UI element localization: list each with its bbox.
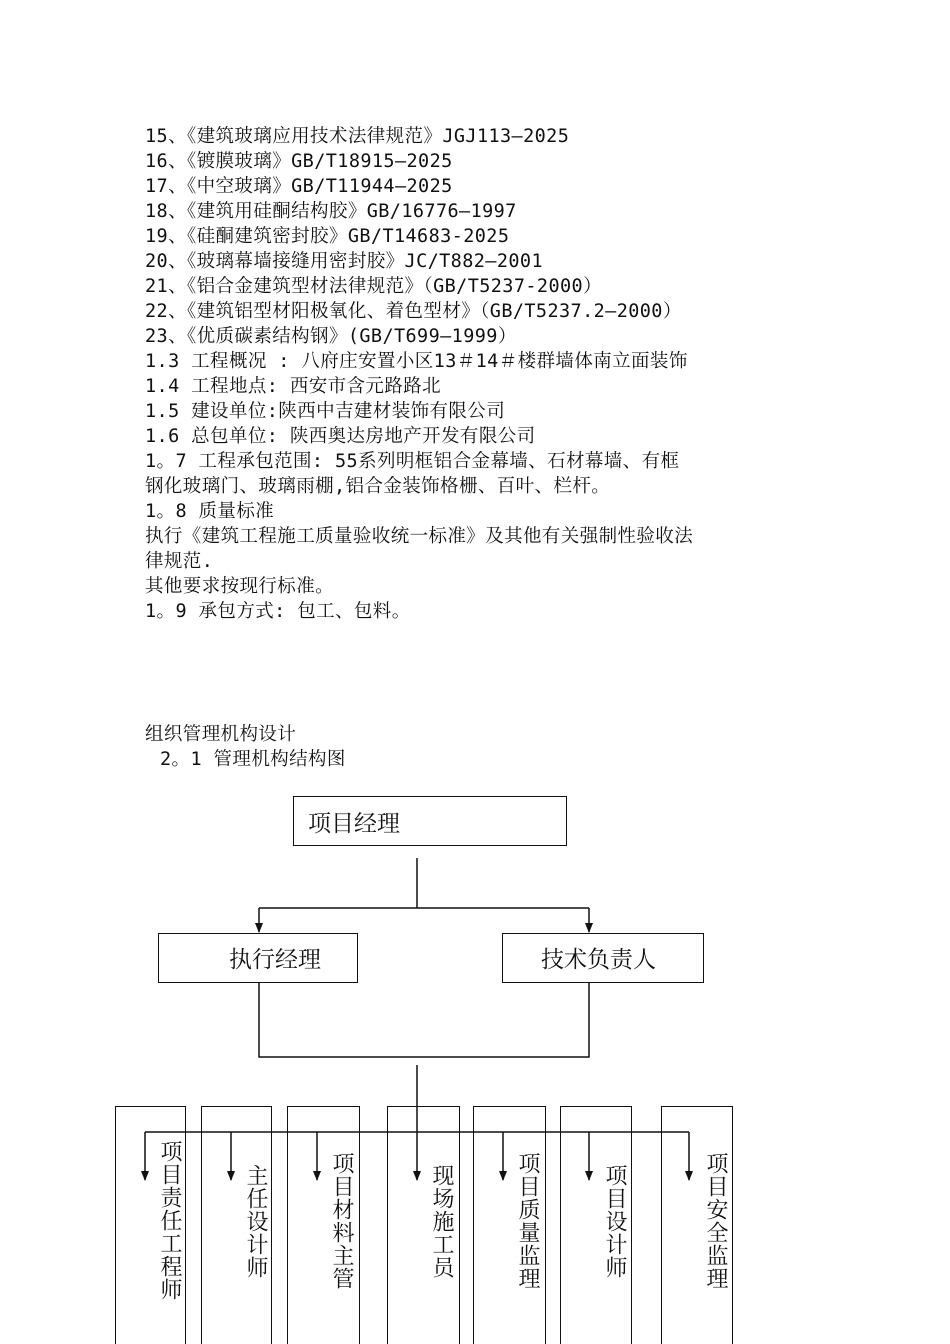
general-contractor: 1.6 总包单位: 陕西奥达房地产开发有限公司 xyxy=(145,426,536,447)
line-16: 16、《镀膜玻璃》GB/T18915—2025 xyxy=(145,151,453,172)
quality-standard-text-cont: 律规范. xyxy=(145,551,214,572)
line-18: 18、《建筑用硅酮结构胶》GB/16776—1997 xyxy=(145,201,517,222)
org-label-executive-manager: 执行经理 xyxy=(229,947,321,973)
quality-standard-heading: 1。8 质量标准 xyxy=(145,501,275,522)
staff-label-chief-designer: 主任设计师 xyxy=(243,1164,268,1279)
project-overview: 1.3 工程概况 : 八府庄安置小区13＃14＃楼群墙体南立面装饰 xyxy=(145,351,688,372)
line-17: 17、《中空玻璃》GB/T11944—2025 xyxy=(145,176,453,197)
line-23: 23、《优质碳素结构钢》(GB/T699—1999） xyxy=(145,326,517,347)
staff-label-quality-supervisor: 项目质量监理 xyxy=(515,1152,540,1290)
project-location: 1.4 工程地点: 西安市含元路路北 xyxy=(145,376,442,397)
staff-label-materials-supervisor: 项目材料主管 xyxy=(329,1152,354,1290)
line-20: 20、《玻璃幕墙接缝用密封胶》JC/T882—2001 xyxy=(145,251,543,272)
staff-label-project-designer: 项目设计师 xyxy=(602,1164,627,1279)
staff-label-responsible-engineer: 项目责任工程师 xyxy=(157,1140,182,1301)
line-15: 15、《建筑玻璃应用技术法律规范》JGJ113—2025 xyxy=(145,126,570,147)
staff-label-safety-supervisor: 项目安全监理 xyxy=(703,1152,728,1290)
line-22: 22、《建筑铝型材阳极氧化、着色型材》（GB/T5237.2—2000） xyxy=(145,301,682,322)
staff-label-site-constructor: 现场施工员 xyxy=(429,1164,454,1279)
quality-standard-text: 执行《建筑工程施工质量验收统一标准》及其他有关强制性验收法 xyxy=(145,526,694,547)
line-21: 21、《铝合金建筑型材法律规范》（GB/T5237-2000） xyxy=(145,276,602,297)
org-box-project-manager xyxy=(293,796,567,846)
contract-scope: 1。7 工程承包范围: 55系列明框铝合金幕墙、石材幕墙、有框 xyxy=(145,451,680,472)
contract-method: 1。9 承包方式: 包工、包料。 xyxy=(145,601,411,622)
line-19: 19、《硅酮建筑密封胶》GB/T14683-2025 xyxy=(145,226,510,247)
org-label-technical-lead: 技术负责人 xyxy=(541,947,656,973)
section-title: 组织管理机构设计 xyxy=(145,724,297,745)
org-box-executive-manager xyxy=(158,933,358,983)
other-requirements: 其他要求按现行标准。 xyxy=(145,576,335,597)
subsection-title: 2。1 管理机构结构图 xyxy=(160,749,346,770)
contract-scope-cont: 钢化玻璃门、玻璃雨棚,铝合金装饰格栅、百叶、栏杆。 xyxy=(145,476,611,497)
construction-unit: 1.5 建设单位:陕西中吉建材装饰有限公司 xyxy=(145,401,506,422)
org-box-technical-lead xyxy=(502,933,704,983)
org-label-project-manager: 项目经理 xyxy=(308,811,400,837)
